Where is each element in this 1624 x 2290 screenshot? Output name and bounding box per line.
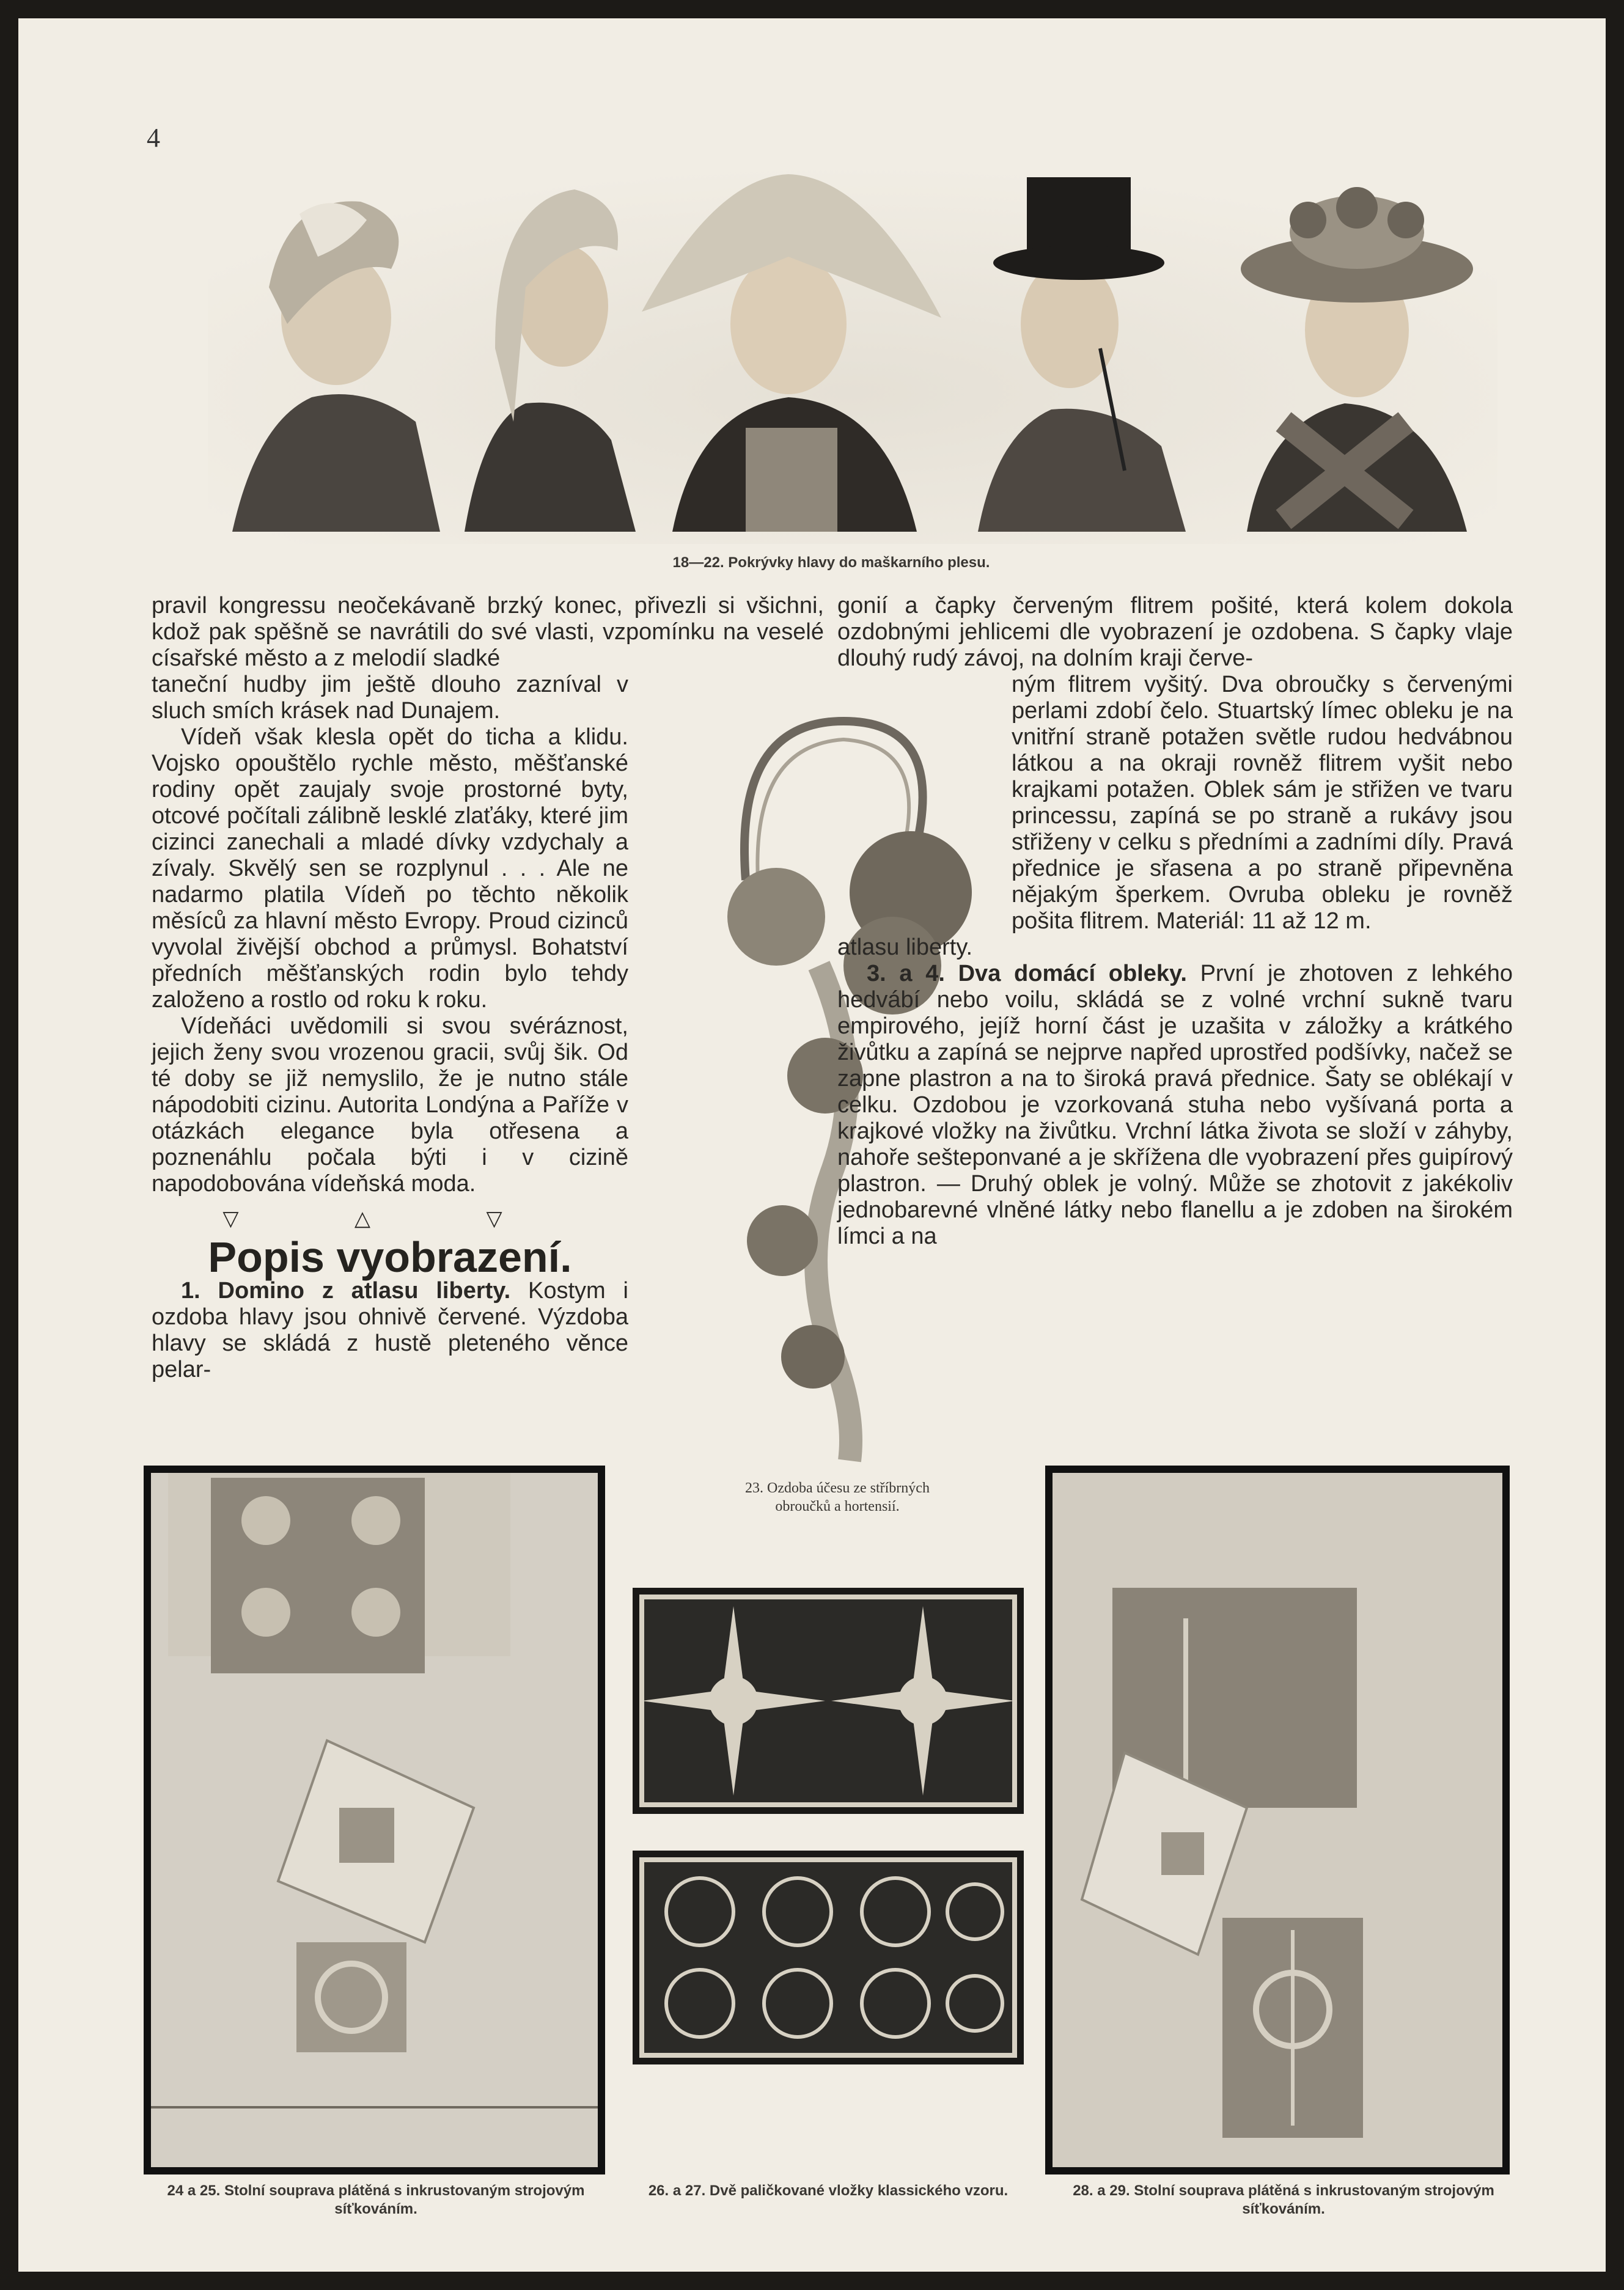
section-heading: Popis vyobrazení.: [208, 1233, 572, 1281]
photo-table-set-28-29: [1045, 1466, 1510, 2174]
right-column: [837, 593, 1513, 1250]
item-3-text: První je zhotoven z lehkého hedvábí nebo voilu, skládá se z volné vrchní sukně tvaru empirového, jejíž horní část je uzašita v záložky a krátkého živůtku a zapíná se nejprve napřed uprostřed podšívky, načež se zapne plastron a na to široká pravá přednice. Šaty se oblékají v celku. Ozdobou je vzorkovaná stuha nebo vyšívaná porta a krajkové vložky na živůtku. Vrchní látka života se složí v záhyby, nahoře sešteponvané a je skřížena dle vyobrazení přes guipírový plastron. — Druhý oblek je volný. Může se zhotovit z jakékoliv jednobarevné vlněné látky nebo flanellu a je zdoben na širokém límci a na: [837, 961, 1513, 1249]
right-paragraph-1c: atlasu liberty.: [837, 934, 973, 960]
right-paragraph-1: gonií a čapky červeným flitrem pošité, která kolem dokola ozdobnými jehlicemi dle vyobrazení je ozdobena. S čapky vlaje dlouhý rudý závoj, na dolním kraji červe-: [837, 593, 1513, 671]
item-1-text: Kostym i ozdoba hlavy jsou ohnivě červené. Výzdoba hlavy se skládá z hustě pleteného věnce pelar-: [152, 1278, 629, 1382]
right-paragraph-1b: ným flitrem vyšitý. Dva obroučky s červenými perlami zdobí čelo. Stuartský límec obleku je na vnitřní straně potažen světle rudou hedvábnou látkou a na okraji rovněž flitrem vyšit nebo krajkami potažen. Oblek sám je střižen ve tvaru princessu, zapíná se po straně a rukávy jsou střiženy v celku s předními a zadními díly. Pravá přednice je sřasena a po straně připevněna nějakým šperkem. Ovruba obleku je rovněž pošita flitrem. Materiál: 11 až 12 m.: [1012, 672, 1513, 934]
photo-table-set-24-25: [144, 1466, 605, 2174]
page-number: 4: [147, 123, 160, 153]
left-paragraph-3: Vídeňáci uvědomili si svou svéráznost, jejich ženy svou vrozenou gracii, svůj šik. Od té doby se již nemyslilo, že je nutno stále nápodobiti cizinu. Autorita Londýna a Paříže v otázkách elegance byla otřesena a poznenáhlu počala býti i v cizině napodobována vídeňská moda.: [152, 1013, 628, 1197]
hats-illustration: [208, 165, 1497, 544]
left-paragraph-1b: taneční hudby jim ještě dlouho zazníval v sluch smích krásek nad Dunajem.: [152, 672, 628, 724]
photo-lace-insert-26: [633, 1588, 1024, 1814]
left-paragraph-1: pravil kongressu neočekávaně brzký konec, přivezli si všichni, kdož pak spěšně se navrátili do své vlasti, vzpomínku na veselé císařské město a z melodií sladké: [152, 593, 824, 671]
hats-caption: 18—22. Pokrývky hlavy do maškarního plesu.: [672, 554, 990, 571]
wreath-caption: 23. Ozdoba účesu ze stříbrných obroučků a hortensií.: [745, 1480, 930, 1514]
section-divider: ▽ △ ▽: [222, 1207, 557, 1230]
fig24-caption: 24 a 25. Stolní souprava plátěná s inkrustovaným strojovým síťkováním.: [167, 2182, 585, 2217]
item-3-title: 3. a 4. Dva domácí obleky.: [867, 961, 1187, 986]
fig28-caption: 28. a 29. Stolní souprava plátěná s inkrustovaným strojovým síťkováním.: [1073, 2182, 1494, 2217]
left-paragraph-2: Vídeň však klesla opět do ticha a klidu. Vojsko opouštělo rychle město, měšťanské rodiny opět zaujaly svoje prostorné byty, otcové počítali zálibně lesklé zlaťáky, které jim cizinci zanechali a mladé dívky vzdychaly a zívaly. Skvělý sen se rozplynul . . . Ale ne nadarmo platila Vídeň po těchto několik měsíců za hlavní město Evropy. Proud cizinců vyvolal živější obchod a průmysl. Bohatství předních měšťanských rodin bylo tehdy založeno a rostlo od roku k roku.: [152, 724, 628, 1013]
page: [18, 18, 1606, 2272]
item-1-title: 1. Domino z atlasu liberty.: [181, 1278, 511, 1304]
photo-lace-insert-27: [633, 1851, 1024, 2064]
fig26-caption: 26. a 27. Dvě paličkované vložky klassického vzoru.: [648, 2182, 1009, 2199]
